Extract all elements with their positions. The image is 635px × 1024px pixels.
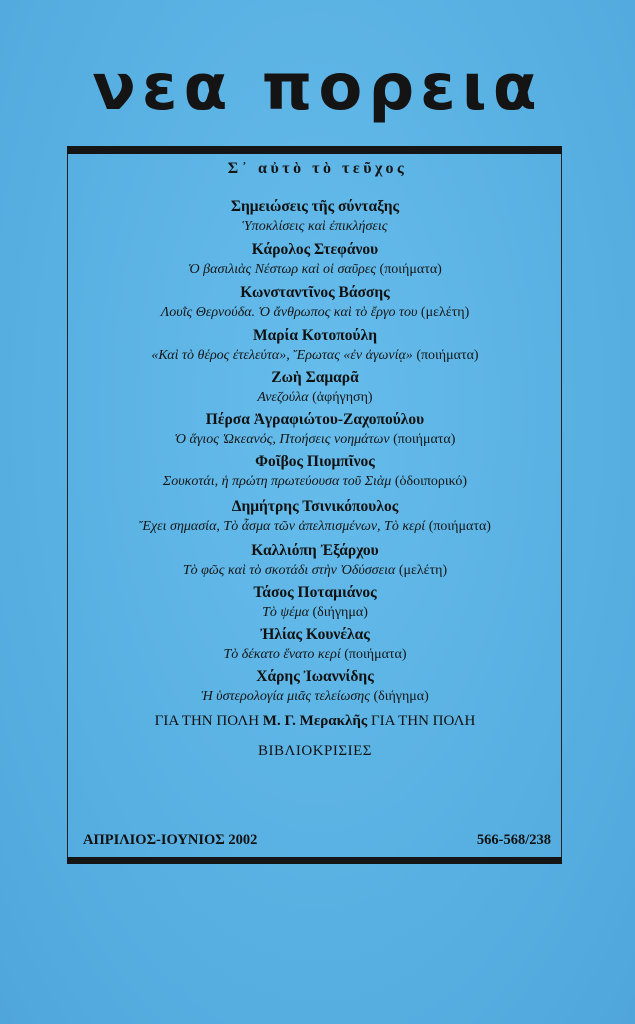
entry-genre: (μελέτη) bbox=[420, 305, 470, 320]
entry-title: Ἡ ὑστερολογία μιᾶς τελείωσης bbox=[201, 689, 370, 704]
entry-author: Δημήτρης Τσινικόπουλος bbox=[231, 498, 399, 515]
entry-author: Σημειώσεις τῆς σύνταξης bbox=[230, 198, 400, 215]
city-line bbox=[70, 710, 560, 732]
entry-genre: (ποιήματα) bbox=[344, 647, 407, 662]
contents-heading: Σ᾽ αὐτὸ τὸ τεῦχος bbox=[227, 160, 408, 177]
bottom-rule bbox=[67, 857, 562, 864]
entry-genre: (διήγημα) bbox=[312, 605, 368, 620]
entry-title: «Καὶ τὸ θέρος ἐτελεύτα», Ἔρωτας «ἐν ἀγωνίᾳ» bbox=[151, 348, 413, 363]
entry-title: Σουκοτάι, ἡ πρώτη πρωτεύουσα τοῦ Σιὰμ bbox=[162, 474, 392, 489]
entry-genre: (ποιήματα) bbox=[393, 432, 456, 447]
entry-title: Ὑποκλίσεις καὶ ἐπικλήσεις bbox=[242, 219, 388, 234]
entry-author: Χάρης Ἰωαννίδης bbox=[256, 668, 374, 685]
entry-author: Ζωὴ Σαμαρᾶ bbox=[271, 369, 359, 386]
entry-genre: (ποιήματα) bbox=[379, 262, 442, 277]
list-item bbox=[70, 451, 560, 491]
list-item bbox=[70, 282, 560, 322]
city-line-prefix: ΓΙΑ ΤΗΝ ΠΟΛΗ bbox=[154, 713, 260, 729]
entry-title: Ανεζούλα bbox=[257, 390, 309, 405]
table-of-contents bbox=[70, 196, 560, 762]
entry-work bbox=[70, 430, 560, 449]
entry-work bbox=[70, 303, 560, 322]
entry-title: Τὸ ψέμα bbox=[262, 605, 309, 620]
entry-title: Τὸ δέκατο ἕνατο κερί bbox=[223, 647, 341, 662]
list-item bbox=[70, 666, 560, 706]
entry-title: Λουῒς Θερνούδα. Ὁ ἄνθρωπος καὶ τὸ ἔργο του bbox=[160, 305, 418, 320]
entry-author: Φοῖβος Πιομπῖνος bbox=[255, 453, 375, 470]
list-item bbox=[70, 409, 560, 449]
entries-list bbox=[70, 196, 560, 706]
city-line-author: Μ. Γ. Μερακλῆς bbox=[262, 713, 368, 729]
list-item bbox=[70, 624, 560, 664]
entry-work bbox=[70, 346, 560, 365]
entry-work bbox=[70, 217, 560, 236]
list-item bbox=[70, 496, 560, 536]
entry-title: Ἔχει σημασία, Τὸ ἆσμα τῶν ἀπελπισμένων, Τὸ κερί bbox=[139, 519, 426, 534]
entry-title: Ὁ βασιλιὰς Νέστωρ καὶ οἱ σαῦρες bbox=[188, 262, 377, 277]
entry-title: Ὁ ἅγιος Ὠκεανός, Πτοήσεις νοημάτων bbox=[174, 432, 390, 447]
entry-work bbox=[70, 561, 560, 580]
entry-work bbox=[70, 603, 560, 622]
entry-genre: (ὁδοιπορικό) bbox=[394, 474, 468, 489]
list-item bbox=[70, 540, 560, 580]
magazine-title: νεα πορεια bbox=[92, 51, 543, 125]
entry-work bbox=[70, 517, 560, 536]
entry-work bbox=[70, 260, 560, 279]
entry-author: Κάρολος Στεφάνου bbox=[251, 241, 379, 258]
entry-genre: (διήγημα) bbox=[373, 689, 429, 704]
entry-author: Πέρσα Ἀγραφιώτου-Ζαχοπούλου bbox=[205, 411, 425, 428]
list-item bbox=[70, 582, 560, 622]
entry-genre: (ποιήματα) bbox=[416, 348, 479, 363]
list-item bbox=[70, 239, 560, 279]
reviews-section: ΒΙΒΛΙΟΚΡΙΣΙΕΣ bbox=[258, 743, 372, 759]
issue-date: ΑΠΡΙΛΙΟΣ-ΙΟΥΝΙΟΣ 2002 bbox=[83, 832, 258, 848]
list-item bbox=[70, 196, 560, 236]
entry-genre: (ἀφήγηση) bbox=[312, 390, 373, 405]
entry-author: Κωνσταντῖνος Βάσσης bbox=[240, 284, 390, 301]
issue-number: 566-568/238 bbox=[476, 832, 551, 848]
entry-title: Τὸ φῶς καὶ τὸ σκοτάδι στὴν Ὀδύσσεια bbox=[182, 563, 396, 578]
entry-work bbox=[70, 388, 560, 407]
entry-author: Μαρία Κοτοπούλη bbox=[252, 327, 377, 344]
city-line-suffix: ΓΙΑ ΤΗΝ ΠΟΛΗ bbox=[370, 713, 476, 729]
entry-author: Ἠλίας Κουνέλας bbox=[260, 626, 370, 643]
entry-genre: (μελέτη) bbox=[398, 563, 448, 578]
entry-author: Τάσος Ποταμιάνος bbox=[253, 584, 377, 601]
list-item bbox=[70, 367, 560, 407]
top-rule bbox=[67, 146, 562, 154]
entry-author: Καλλιόπη Ἐξάρχου bbox=[251, 542, 379, 559]
entry-work bbox=[70, 472, 560, 491]
entry-genre: (ποιήματα) bbox=[428, 519, 491, 534]
entry-work bbox=[70, 645, 560, 664]
list-item bbox=[70, 325, 560, 365]
entry-work bbox=[70, 687, 560, 706]
